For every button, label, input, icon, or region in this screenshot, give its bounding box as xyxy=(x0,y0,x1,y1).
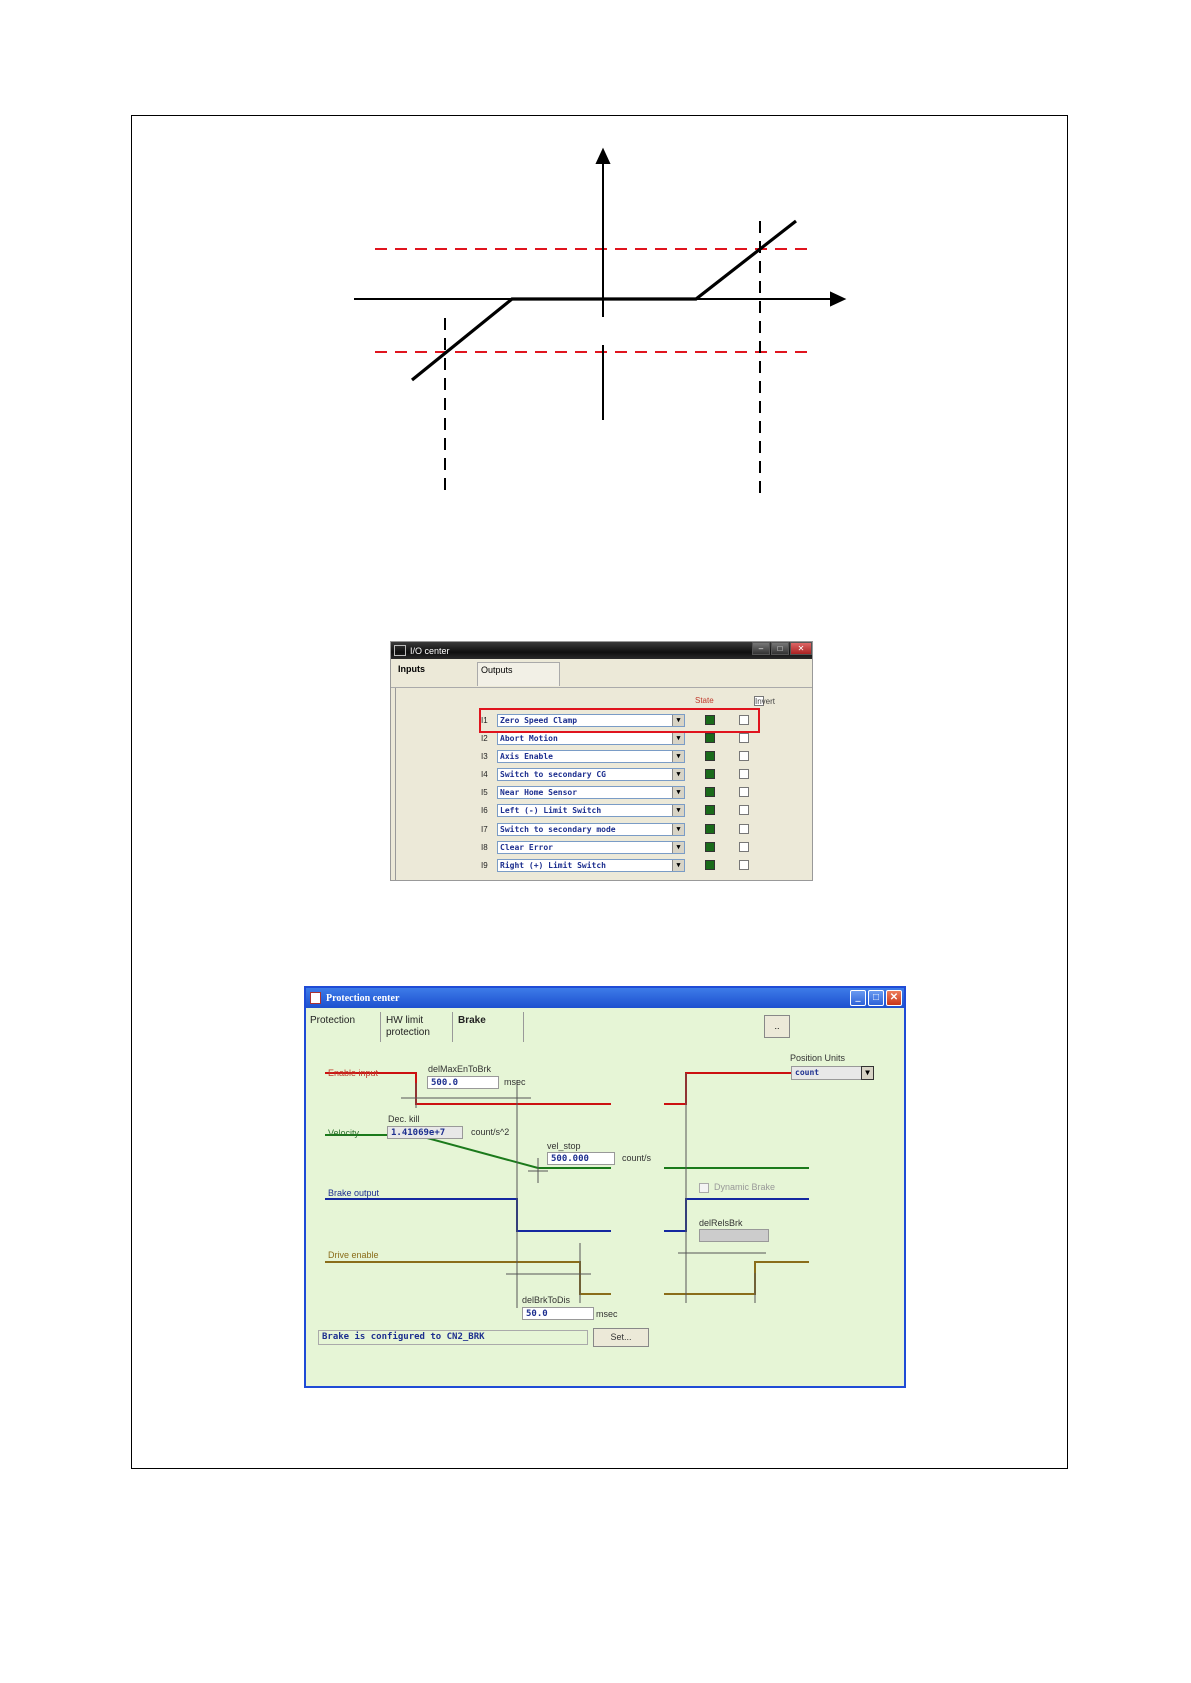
input-function-select[interactable] xyxy=(497,823,685,836)
input-function-select[interactable] xyxy=(497,804,685,817)
input-function-value: Switch to secondary CG xyxy=(500,769,606,779)
window-icon xyxy=(394,645,406,656)
input-row xyxy=(481,839,749,855)
input-id: I5 xyxy=(481,787,488,797)
input-state-led xyxy=(705,787,715,797)
input-invert-checkbox[interactable] xyxy=(739,733,749,743)
input-row xyxy=(481,802,749,818)
del-max-en-to-brk-label: delMaxEnToBrk xyxy=(428,1064,492,1074)
input-function-select[interactable] xyxy=(497,768,685,781)
minimize-icon[interactable]: _ xyxy=(850,990,866,1006)
input-state-led xyxy=(705,842,715,852)
input-row xyxy=(481,766,749,782)
input-invert-checkbox[interactable] xyxy=(739,860,749,870)
set-button[interactable]: Set... xyxy=(593,1328,649,1347)
del-max-en-to-brk-input[interactable]: 500.0 xyxy=(427,1076,499,1089)
dropdown-arrow-icon[interactable]: ▼ xyxy=(672,733,684,744)
tab-outputs[interactable]: Outputs xyxy=(477,662,560,686)
brake-output-trace-left xyxy=(325,1199,611,1231)
vel-stop-unit: count/s xyxy=(622,1153,652,1163)
velocity-label: Velocity xyxy=(328,1128,360,1138)
input-row xyxy=(481,748,749,764)
del-rels-brk-label: delRelsBrk xyxy=(699,1218,743,1228)
axes xyxy=(354,150,844,420)
dec-kill-input[interactable]: 1.41069e+7 xyxy=(387,1126,463,1139)
position-units-label: Position Units xyxy=(790,1053,846,1063)
input-state-led xyxy=(705,805,715,815)
close-icon[interactable]: ✕ xyxy=(886,990,902,1006)
brake-output-label: Brake output xyxy=(328,1188,380,1198)
del-max-en-to-brk-unit: msec xyxy=(504,1077,526,1087)
y-axis-arrow-icon xyxy=(597,150,609,163)
dropdown-arrow-icon[interactable]: ▼ xyxy=(672,715,684,726)
input-invert-checkbox[interactable] xyxy=(739,787,749,797)
dec-kill-label: Dec. kill xyxy=(388,1114,420,1124)
input-id: I9 xyxy=(481,860,488,870)
close-icon[interactable]: ✕ xyxy=(790,642,812,655)
maximize-icon[interactable]: □ xyxy=(771,642,789,655)
dynamic-brake-label: Dynamic Brake xyxy=(714,1182,776,1192)
input-id: I7 xyxy=(481,824,488,834)
dropdown-arrow-icon[interactable]: ▼ xyxy=(672,860,684,871)
input-id: I1 xyxy=(481,715,488,725)
drive-enable-label: Drive enable xyxy=(328,1250,379,1260)
del-brk-to-dis-unit: msec xyxy=(596,1309,618,1319)
input-function-value: Near Home Sensor xyxy=(500,787,578,797)
input-function-select[interactable] xyxy=(497,750,685,763)
input-function-value: Axis Enable xyxy=(500,751,553,761)
dropdown-arrow-icon[interactable]: ▼ xyxy=(672,751,684,762)
brake-status-field: Brake is configured to CN2_BRK xyxy=(318,1330,588,1345)
input-function-select[interactable] xyxy=(497,841,685,854)
input-state-led xyxy=(705,824,715,834)
vel-stop-input[interactable]: 500.000 xyxy=(547,1152,615,1165)
io-title: I/O center xyxy=(410,645,450,656)
input-id: I4 xyxy=(481,769,488,779)
maximize-icon[interactable]: □ xyxy=(868,990,884,1006)
del-rels-brk-input[interactable] xyxy=(699,1229,769,1242)
position-units-select[interactable] xyxy=(791,1066,874,1080)
dropdown-arrow-icon[interactable]: ▼ xyxy=(672,787,684,798)
input-function-select[interactable] xyxy=(497,732,685,745)
deadband-diagram xyxy=(350,145,850,505)
io-tabs xyxy=(391,659,812,688)
input-id: I6 xyxy=(481,805,488,815)
pc-title: Protection center xyxy=(326,992,400,1004)
input-function-select[interactable] xyxy=(497,859,685,872)
input-function-value: Clear Error xyxy=(500,842,553,852)
dynamic-brake-checkbox[interactable] xyxy=(699,1183,709,1193)
input-function-value: Left (-) Limit Switch xyxy=(500,805,602,815)
input-invert-checkbox[interactable] xyxy=(739,769,749,779)
input-id: I2 xyxy=(481,733,488,743)
del-brk-to-dis-input[interactable]: 50.0 xyxy=(522,1307,594,1320)
input-id: I3 xyxy=(481,751,488,761)
dropdown-arrow-icon[interactable]: ▼ xyxy=(861,1066,874,1080)
dropdown-arrow-icon[interactable]: ▼ xyxy=(672,769,684,780)
tab-protection[interactable]: Protection xyxy=(306,1012,381,1042)
io-left-panel xyxy=(391,688,396,880)
dec-kill-unit: count/s^2 xyxy=(471,1127,510,1137)
tab-brake[interactable]: Brake xyxy=(454,1012,524,1042)
io-title-bar[interactable] xyxy=(391,642,812,659)
input-invert-checkbox[interactable] xyxy=(739,824,749,834)
input-function-select[interactable] xyxy=(497,786,685,799)
input-id: I8 xyxy=(481,842,488,852)
input-row xyxy=(481,821,749,837)
input-function-value: Zero Speed Clamp xyxy=(500,715,578,725)
io-window-controls xyxy=(751,642,812,655)
dropdown-arrow-icon[interactable]: ▼ xyxy=(672,842,684,853)
del-brk-to-dis-label: delBrkToDis xyxy=(522,1295,571,1305)
tab-inputs[interactable]: Inputs xyxy=(395,662,467,686)
enable-input-label: Enable input xyxy=(328,1068,379,1078)
dropdown-arrow-icon[interactable]: ▼ xyxy=(672,824,684,835)
minimize-icon[interactable]: – xyxy=(752,642,770,655)
vel-stop-label: vel_stop xyxy=(547,1141,581,1151)
input-invert-checkbox[interactable] xyxy=(739,751,749,761)
x-axis-arrow-icon xyxy=(831,293,844,305)
dropdown-arrow-icon[interactable]: ▼ xyxy=(672,805,684,816)
ellipsis-button[interactable]: .. xyxy=(764,1015,790,1038)
input-state-led xyxy=(705,860,715,870)
position-units-value: count xyxy=(795,1068,820,1077)
input-state-led xyxy=(705,769,715,779)
input-state-led xyxy=(705,751,715,761)
input-function-value: Abort Motion xyxy=(500,733,558,743)
brake-timing-diagram xyxy=(306,988,904,1386)
input-invert-checkbox[interactable] xyxy=(739,842,749,852)
input-invert-checkbox[interactable] xyxy=(739,805,749,815)
tab-hw-limit[interactable]: HW limit protection xyxy=(382,1012,453,1042)
input-state-led xyxy=(705,733,715,743)
highlight-box xyxy=(479,708,760,733)
drive-enable-trace-left xyxy=(325,1262,611,1294)
protection-center-window xyxy=(304,986,906,1388)
input-function-value: Right (+) Limit Switch xyxy=(500,860,606,870)
input-row xyxy=(481,784,749,800)
io-center-window xyxy=(390,641,813,881)
state-column-header: State xyxy=(695,696,714,705)
input-row xyxy=(481,857,749,873)
invert-column-header: Invert xyxy=(755,697,776,706)
input-function-value: Switch to secondary mode xyxy=(500,824,616,834)
